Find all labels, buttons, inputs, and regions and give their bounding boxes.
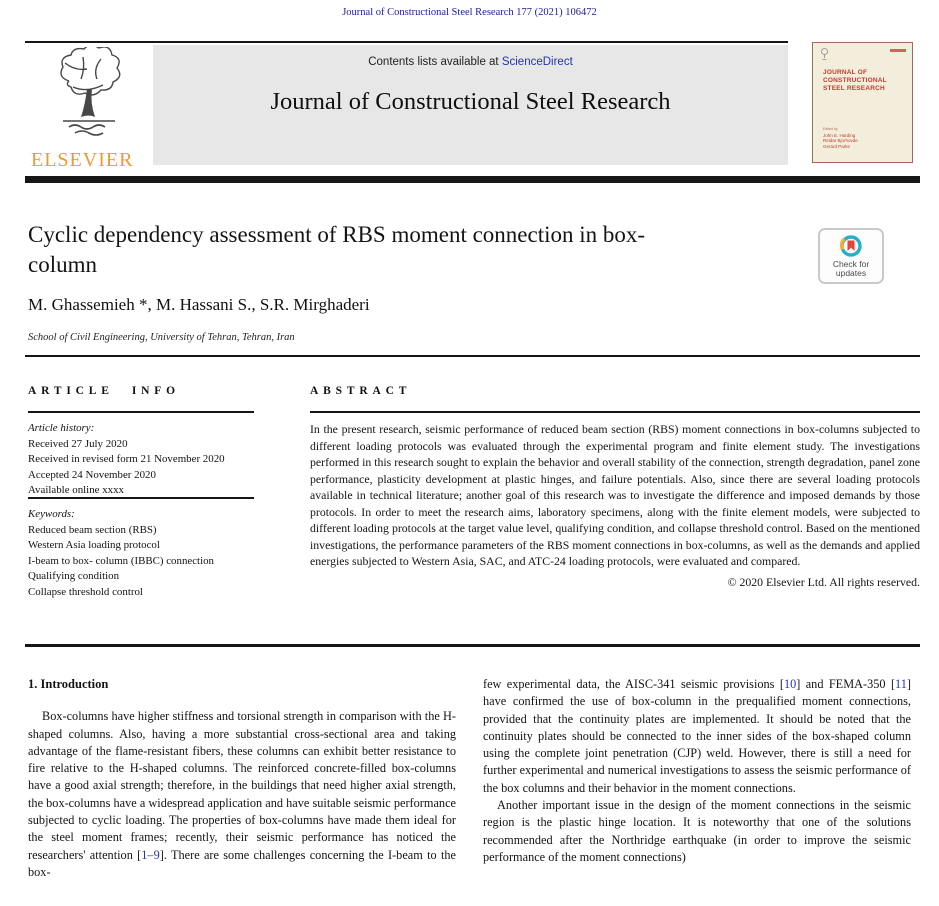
article-history-list	[28, 437, 266, 499]
article-history-label: Article history:	[28, 422, 95, 434]
article-history-block	[28, 421, 266, 499]
authors-line: M. Ghassemieh *, M. Hassani S., S.R. Mirghaderi	[28, 295, 370, 314]
citation-link[interactable]: 11	[895, 677, 907, 691]
journal-reference: Journal of Constructional Steel Research 177 (2021) 106472	[342, 7, 597, 18]
cover-issn-text	[890, 49, 906, 52]
abstract-bottom-rule	[25, 644, 920, 647]
abstract-heading: ABSTRACT	[310, 385, 412, 397]
keyword-item: Collapse threshold control	[28, 585, 143, 598]
check-for-updates-label: Check for updates	[832, 258, 870, 278]
article-history-item: Received 27 July 2020	[28, 437, 128, 450]
keywords-list	[28, 523, 266, 601]
citation-link[interactable]: 10	[783, 677, 797, 691]
cover-editor-list	[823, 133, 858, 150]
article-info-heading: ARTICLE INFO	[28, 385, 180, 397]
journal-cover-thumbnail[interactable]	[812, 42, 913, 163]
keyword-item: Qualifying condition	[28, 570, 120, 583]
check-for-updates-badge[interactable]	[818, 228, 884, 284]
header-bottom-rule	[25, 176, 920, 183]
affiliation-line: School of Civil Engineering, University of Tehran, Tehran, Iran	[28, 332, 295, 343]
journal-banner	[153, 45, 788, 165]
article-history-item: Accepted 24 November 2020	[28, 468, 156, 481]
intro-left-text	[28, 708, 456, 881]
intro-right-text	[483, 676, 911, 866]
abstract-rule	[310, 411, 920, 413]
contents-prefix: Contents lists available at	[368, 56, 502, 68]
paragraph: few experimental data, the AISC-341 seismic provisions [10] and FEMA-350 [11] have confirmed the use of box-column in the prequalified moment connections, provided that the continuity plates are implemented. It should be noted that the continuity plates should be connected to the inner sides of the box-shaped column using the complete joint penetration (CJP) weld. However, there is still a need for further experimental and numerical investigations to assess the seismic performance of the box columns and their behavior in the moment connections.	[483, 677, 911, 795]
info-section-top-rule	[25, 355, 920, 357]
cover-editor: John E. Harding	[823, 132, 856, 138]
journal-title: Journal of Constructional Steel Research	[270, 88, 671, 115]
sciencedirect-link[interactable]: ScienceDirect	[501, 56, 573, 68]
cover-tree-icon	[820, 48, 829, 61]
contents-line	[153, 56, 788, 68]
article-info-rule	[28, 411, 254, 413]
cover-title: JOURNAL OF CONSTRUCTIONAL STEEL RESEARCH	[823, 69, 887, 92]
keyword-item: I-beam to box- column (IBBC) connection	[28, 554, 215, 567]
body-right-column	[483, 676, 911, 906]
elsevier-tree-icon	[39, 47, 139, 151]
paragraph: Another important issue in the design of the moment connections in the seismic region is the plastic hinge location. It is noteworthy that one of the solutions recommended after the Northridge earthquake (in order to improve the seismic performance of the moment connections)	[483, 798, 911, 864]
citation-link[interactable]: 1–9	[141, 847, 160, 862]
article-title: Cyclic dependency assessment of RBS moment connection in box-column	[28, 222, 646, 277]
abstract-block	[310, 421, 920, 590]
cover-edited-by: Edited by	[823, 127, 838, 131]
cover-editor: Gerard Parke	[823, 143, 851, 149]
cover-editors	[823, 127, 858, 149]
intro-heading: 1. Introduction	[28, 677, 109, 691]
article-history-item: Received in revised form 21 November 2020	[28, 453, 225, 466]
keywords-label: Keywords:	[28, 508, 75, 520]
cover-editor: Reidar Bjorhovde	[823, 138, 858, 143]
keywords-block	[28, 507, 266, 601]
elsevier-logo[interactable]	[25, 45, 153, 173]
body-left-column	[28, 676, 456, 906]
keyword-item: Western Asia loading protocol	[28, 539, 160, 552]
crossmark-icon	[838, 234, 864, 259]
copyright-line: © 2020 Elsevier Ltd. All rights reserved.	[727, 574, 920, 589]
keywords-rule	[28, 497, 254, 499]
paragraph: Box-columns have higher stiffness and torsional strength in comparison with the H-shaped columns. Also, having a more substantial cross-sectional area and taking advantage of the flame-resistant fibers, these columns can exhibit better resistance to fire relative to the H-shaped columns. The reinforced concrete-filled box-columns have a good axial strength; therefore, in the buildings that need higher axial strength, the box-columns have a widespread application and have suitable seismic performance subjected to cyclic loading. The properties of box-columns have made them ideal for the steel moment frames; recently, their seismic performance has noticed the researchers' attention [1–9]. There are some challenges concerning the I-beam to the box-	[28, 709, 456, 879]
elsevier-wordmark: ELSEVIER	[31, 149, 134, 171]
article-history-item: Available online xxxx	[28, 484, 124, 497]
keyword-item: Reduced beam section (RBS)	[28, 523, 157, 536]
header-top-rule	[25, 41, 788, 43]
abstract-text: In the present research, seismic performance of reduced beam section (RBS) moment connections in box-columns subjected to different loading protocols was evaluated through the experimental program and finite element study. The investigations performed in this research sought to explain the behavior and overall stability of the connection, strength degradation, panel zone performance, plasticity development at plastic hinges, and failure potentials. Also, since there are several loading protocols available in technical literature; another goal of this research was to investigate the difference and imposed demands by those protocols. In order to meet the research aims, laboratory specimens, along with the finite element models, were subjected to different loading protocols at the target value level, qualifying condition, and collapse threshold control. Based on the mentioned investigations, the performance parameters of the RBS moment connections in box-columns, as well as the demands and applied energies subjected to Western Asia, SAC, and ATC-24 loading protocols, were evaluated and compared.	[310, 422, 920, 568]
